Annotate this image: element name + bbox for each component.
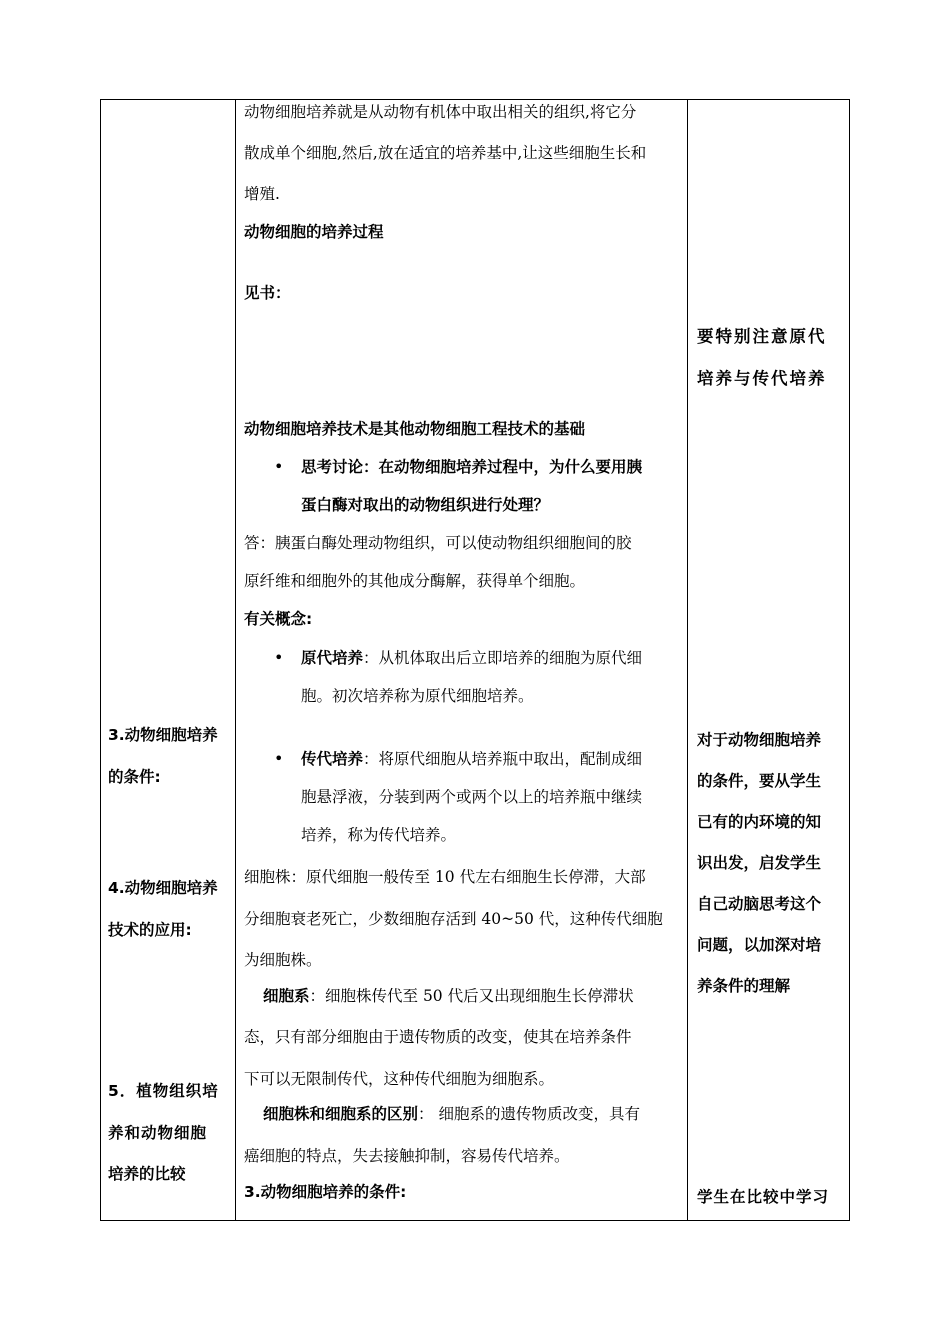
difference-definition (263, 1104, 640, 1124)
cell-strain-text: 为细胞株。 (244, 951, 322, 969)
passage-culture-text: 培养，称为传代培养。 (301, 826, 457, 844)
intro-text: 增殖. (244, 185, 280, 203)
column-divider (235, 100, 236, 1220)
cell-line-text: ：细胞株传代至 50 代后又出现细胞生长停滞状 (309, 987, 634, 1005)
teaching-note: 识出发，启发学生 (697, 854, 822, 872)
teaching-note: 培养与传代培养 (697, 369, 827, 388)
cell-line-definition (263, 986, 634, 1006)
teaching-note: 养条件的理解 (697, 977, 791, 995)
teaching-note: 自己动脑思考这个 (697, 895, 822, 913)
discussion-question: 思考讨论：在动物细胞培养过程中，为什么要用胰 (301, 458, 643, 476)
section-3-heading: 3.动物细胞培养 (108, 726, 218, 744)
section-5-heading: 养和动物细胞 (108, 1124, 208, 1142)
difference-text: 癌细胞的特点，失去接触抑制，容易传代培养。 (244, 1147, 570, 1165)
section-4-heading: 技术的应用: (108, 921, 192, 939)
difference-text: ： 细胞系的遗传物质改变，具有 (418, 1105, 640, 1123)
teaching-note: 问题，以加深对培 (697, 936, 822, 954)
column-divider (687, 100, 688, 1220)
answer-text: 答：胰蛋白酶处理动物组织，可以使动物组织细胞间的胶 (244, 534, 632, 552)
primary-culture-text: 胞。初次培养称为原代细胞培养。 (301, 687, 534, 705)
answer-text: 原纤维和细胞外的其他成分酶解，获得单个细胞。 (244, 572, 586, 590)
cell-strain-text: 分细胞衰老死亡，少数细胞存活到 40~50 代，这种传代细胞 (244, 910, 663, 928)
primary-culture-definition (301, 648, 642, 668)
see-book-label: 见书： (244, 284, 291, 302)
conditions-heading: 3.动物细胞培养的条件: (244, 1183, 407, 1201)
primary-culture-text: ：从机体取出后立即培养的细胞为原代细 (363, 649, 643, 667)
cell-strain-text: 细胞株：原代细胞一般传至 10 代左右细胞生长停滞，大部 (244, 868, 646, 886)
teaching-note: 对于动物细胞培养 (697, 731, 822, 749)
teaching-note: 要特别注意原代 (697, 327, 827, 346)
bullet-icon: • (274, 648, 284, 667)
teaching-note: 学生在比较中学习 (697, 1188, 830, 1206)
section-5-heading: 培养的比较 (108, 1165, 186, 1183)
section-5-heading: 5．植物组织培 (108, 1082, 219, 1100)
section-3-heading: 的条件: (108, 768, 161, 786)
discussion-question: 蛋白酶对取出的动物组织进行处理？ (301, 496, 550, 514)
bullet-icon: • (274, 457, 284, 476)
cell-line-term: 细胞系 (263, 987, 310, 1005)
cell-line-text: 下可以无限制传代，这种传代细胞为细胞系。 (244, 1070, 555, 1088)
section-4-heading: 4.动物细胞培养 (108, 879, 218, 897)
teaching-note: 已有的内环境的知 (697, 813, 822, 831)
passage-culture-text: ：将原代细胞从培养瓶中取出，配制成细 (363, 750, 643, 768)
concepts-heading: 有关概念: (244, 610, 313, 628)
basis-statement: 动物细胞培养技术是其他动物细胞工程技术的基础 (244, 420, 586, 438)
passage-culture-text: 胞悬浮液，分装到两个或两个以上的培养瓶中继续 (301, 788, 643, 806)
cell-line-text: 态，只有部分细胞由于遗传物质的改变，使其在培养条件 (244, 1028, 632, 1046)
difference-term: 细胞株和细胞系的区别 (263, 1105, 419, 1123)
passage-culture-definition (301, 749, 642, 769)
process-heading: 动物细胞的培养过程 (244, 223, 384, 241)
bullet-icon: • (274, 749, 284, 768)
intro-text: 动物细胞培养就是从动物有机体中取出相关的组织,将它分 (244, 103, 637, 121)
primary-culture-term: 原代培养 (301, 649, 364, 667)
passage-culture-term: 传代培养 (301, 750, 364, 768)
intro-text: 散成单个细胞,然后,放在适宜的培养基中,让这些细胞生长和 (244, 144, 647, 162)
teaching-note: 的条件，要从学生 (697, 772, 822, 790)
